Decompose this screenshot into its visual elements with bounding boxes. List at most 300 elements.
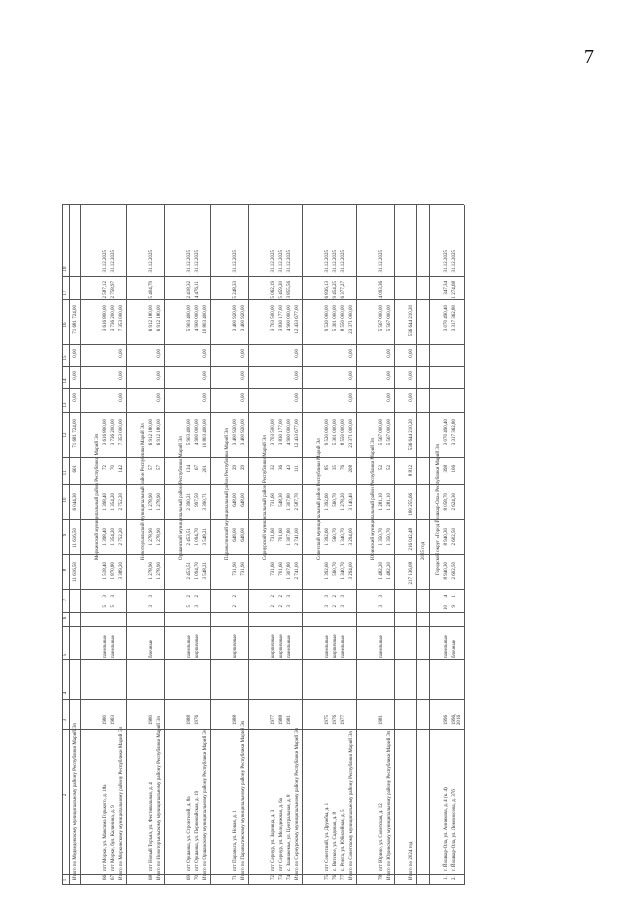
- region-total-label: Итого по Новоторъяльскому муниципальному району Республики Марий Эл: [157, 716, 162, 880]
- table-cell: 2: [187, 595, 192, 598]
- table-cell: 67: [195, 465, 200, 470]
- total-cell: 71 681 724,00: [73, 419, 78, 448]
- table-cell: 3 400 920,00: [233, 419, 238, 446]
- table-cell: 72: [103, 465, 108, 470]
- table-cell: 3 830 177,00: [279, 419, 284, 446]
- table-cell: 1 278,90: [149, 562, 154, 580]
- table-cell: 31.12.2025: [111, 250, 116, 273]
- region-total-label: Итого по Параньгинскому муниципальному району Республики Марий Эл: [241, 720, 246, 880]
- total-cell: 1 278,90: [157, 493, 162, 511]
- total-cell: 7 353 000,00: [119, 305, 124, 332]
- table-cell: пгт Сернур, ул. Зарница, д. 3: [271, 809, 276, 871]
- table-cell: 1 392,60: [325, 562, 330, 580]
- table-cell: 4 900 000,00: [195, 305, 200, 332]
- table-cell: 35: [333, 465, 338, 470]
- total-cell: 216 042,48: [409, 528, 414, 551]
- table-cell: 4 093,36: [379, 281, 384, 299]
- table-cell: 1 094,70: [195, 562, 200, 580]
- table-cell: 52: [379, 465, 384, 470]
- table-cell: 1 350,70: [379, 528, 384, 546]
- table-cell: 5: [111, 605, 116, 608]
- row-divider: [164, 205, 165, 885]
- total-cell: 5 567 000,00: [387, 305, 392, 332]
- table-cell: 3 855,56: [287, 281, 292, 299]
- table-cell: 1 518,40: [103, 562, 108, 580]
- table-cell: 66.: [103, 873, 108, 880]
- table-cell: 5 248,33: [233, 281, 238, 299]
- total-cell: 2 741,00: [295, 562, 300, 580]
- total-cell: 0,00: [295, 371, 300, 380]
- table-cell: пгт Новый Торъял, ул. Фестивальная, д. 4: [149, 782, 154, 871]
- table-cell: 1996: [444, 715, 449, 725]
- table-cell: пгт Морки, бул. Калинина, д. 9: [111, 805, 116, 871]
- table-cell: 3 830 177,00: [279, 305, 284, 332]
- total-cell: 10 803 400,00: [203, 419, 208, 448]
- region-heading: Городской округ «Город Йошкар-Ола» Республики Марий Эл: [436, 443, 441, 575]
- column-separator: [62, 457, 464, 458]
- table-cell: 5 301 000,00: [333, 305, 338, 332]
- row-divider: [80, 205, 81, 885]
- table-cell: 731,60: [271, 562, 276, 576]
- table-cell: 31.12.2025: [379, 250, 384, 273]
- total-cell: 2 587,70: [295, 493, 300, 511]
- region-heading: Параньгинский муниципальный район Республики Марий Эл: [225, 428, 230, 560]
- table-cell: 76.: [333, 873, 338, 880]
- table-cell: 2 453,51: [187, 528, 192, 546]
- total-cell: 6 912 180,00: [157, 419, 162, 446]
- table-cell: 1 094,70: [195, 528, 200, 546]
- table-cell: 2 602,50: [452, 528, 457, 546]
- column-number: 7: [63, 598, 68, 602]
- table-cell: 1988: [233, 715, 238, 725]
- table-cell: панельные: [111, 635, 116, 658]
- total-cell: 0,00: [349, 393, 354, 402]
- total-cell: 11 616,50: [73, 528, 78, 548]
- total-cell: 8 812: [409, 465, 414, 477]
- table-cell: с. Ронга, ул. Юбилейная, д. 5: [341, 809, 346, 871]
- row-divider: [302, 205, 303, 885]
- total-cell: 0,00: [241, 371, 246, 380]
- total-cell: 0,00: [157, 349, 162, 358]
- table-cell: 36: [279, 465, 284, 470]
- table-cell: 31.12.2025: [233, 250, 238, 273]
- table-cell: 6 836,13: [325, 281, 330, 299]
- total-cell: 180 255,66: [409, 493, 414, 516]
- table-cell: 57: [149, 465, 154, 470]
- table-cell: 1 278,90: [149, 528, 154, 546]
- total-cell: 0,00: [349, 349, 354, 358]
- column-number: 18: [63, 266, 68, 272]
- total-cell: 0,00: [119, 393, 124, 402]
- table-cell: 6 912 180,00: [149, 419, 154, 446]
- table-cell: 31.12.2025: [149, 250, 154, 273]
- table-cell: 2.: [452, 876, 457, 880]
- table-cell: 2: [233, 605, 238, 608]
- total-cell: 601: [73, 465, 78, 473]
- table-cell: 6 912 180,00: [149, 305, 154, 332]
- total-cell: 5 567 000,00: [387, 419, 392, 446]
- row-divider: [126, 205, 127, 885]
- table-cell: 2 453,51: [187, 562, 192, 580]
- table-cell: 6 377,27: [341, 281, 346, 299]
- table-cell: 1 340,70: [341, 528, 346, 546]
- table-cell: панельные: [187, 635, 192, 658]
- table-cell: панельные: [341, 635, 346, 658]
- table-cell: 2 602,50: [452, 562, 457, 580]
- table-cell: 3 317 362,80: [452, 305, 457, 332]
- row-divider: [248, 205, 249, 885]
- table-bottom-border: [464, 205, 465, 885]
- table-cell: 8 940,30: [444, 562, 449, 580]
- total-cell: 71 681 724,00: [73, 305, 78, 334]
- table-cell: 31.12.2025: [195, 250, 200, 273]
- header-bottom-border: [69, 205, 70, 885]
- table-cell: 9: [452, 605, 457, 608]
- table-cell: 3: [379, 595, 384, 598]
- table-cell: 1: [452, 595, 457, 598]
- year-heading: 2025 год: [421, 541, 426, 560]
- total-cell: 0,00: [409, 371, 414, 380]
- total-cell: 0,00: [73, 371, 78, 380]
- table-cell: 5 301 000,00: [333, 419, 338, 446]
- table-cell: 1 392,60: [325, 528, 330, 546]
- table-cell: панельные: [325, 635, 330, 658]
- table-cell: 648,00: [233, 528, 238, 542]
- region-heading: Советский муниципальный район Республики Марий Эл: [317, 438, 322, 560]
- table-cell: 3 736 200,00: [111, 305, 116, 332]
- table-cell: с. Зашижемье, ул. Центральная, д. 8: [287, 794, 292, 871]
- total-cell: 23 371 000,00: [349, 305, 354, 334]
- total-cell: 0,00: [119, 349, 124, 358]
- column-separator: [62, 519, 464, 520]
- row-divider: [429, 205, 430, 885]
- table-cell: 31.12.2025: [279, 250, 284, 273]
- table-cell: 731,60: [271, 493, 276, 507]
- table-cell: 2 624,30: [452, 493, 457, 511]
- table-cell: 77.: [341, 873, 346, 880]
- total-cell: 11 616,50: [73, 562, 78, 582]
- table-cell: 1981: [287, 715, 292, 725]
- table-cell: 5 903 400,00: [187, 305, 192, 332]
- total-cell: 3 548,21: [203, 562, 208, 580]
- table-cell: 31.12.2025: [287, 250, 292, 273]
- total-cell: 0,00: [241, 393, 246, 402]
- table-cell: 31.12.2025: [452, 250, 457, 273]
- table-cell: 3 070 490,40: [444, 419, 449, 446]
- total-cell: 0,00: [203, 393, 208, 402]
- table-cell: 2 390,21: [187, 493, 192, 511]
- table-cell: 3: [379, 605, 384, 608]
- table-top-border: [62, 205, 63, 885]
- table-cell: 3 070 490,40: [444, 305, 449, 332]
- table-cell: 1980: [103, 715, 108, 725]
- table-cell: 2: [271, 595, 276, 598]
- table-cell: 31.12.2025: [444, 250, 449, 273]
- total-cell: 6 912 180,00: [157, 305, 162, 332]
- table-cell: 1977: [271, 715, 276, 725]
- region-heading: Оршанский муниципальный район Республики Марий Эл: [179, 436, 184, 560]
- table-cell: 31.12.2025: [325, 250, 330, 273]
- table-cell: панельные: [379, 635, 384, 658]
- column-separator: [62, 484, 464, 485]
- table-cell: панельные: [444, 635, 449, 658]
- total-cell: 1 281,10: [387, 493, 392, 511]
- table-cell: 1976: [333, 715, 338, 725]
- table-cell: кирпичные: [271, 634, 276, 658]
- table-cell: 1 482,20: [379, 562, 384, 580]
- table-cell: 10: [444, 605, 449, 610]
- table-cell: 8 058,70: [444, 493, 449, 511]
- column-separator: [62, 204, 464, 205]
- region-heading: Моркинский муниципальный район Республики Марий Эл: [95, 433, 100, 560]
- table-cell: кирпичные: [195, 634, 200, 658]
- table-cell: 3 703 500,00: [271, 305, 276, 332]
- table-cell: 1977: [341, 715, 346, 725]
- table-cell: 8 550 000,00: [341, 419, 346, 446]
- total-cell: 217 136,08: [409, 562, 414, 585]
- table-cell: 4 476,11: [195, 281, 200, 299]
- column-number: 16: [63, 322, 68, 328]
- table-cell: 560,70: [333, 493, 338, 507]
- total-cell: 2 752,20: [119, 528, 124, 546]
- table-cell: пгт Оршанка, ул. Строителей, д. 8а: [187, 796, 192, 871]
- table-cell: 67.: [111, 873, 116, 880]
- region-heading: Юринский муниципальный район Республики Марий Эл: [371, 438, 376, 560]
- table-cell: 2: [333, 595, 338, 598]
- table-cell: 31.12.2025: [341, 250, 346, 273]
- total-cell: 3 390,71: [203, 493, 208, 511]
- total-cell: 648,00: [241, 493, 246, 507]
- total-cell: 0,00: [241, 349, 246, 358]
- table-cell: 1983: [111, 715, 116, 725]
- table-cell: 31.12.2025: [103, 250, 108, 273]
- total-cell: 1 350,70: [387, 528, 392, 546]
- table-cell: 29: [233, 465, 238, 470]
- table-cell: 3: [341, 595, 346, 598]
- table-cell: 5 567 000,00: [379, 419, 384, 446]
- table-cell: 78.: [379, 873, 384, 880]
- table-cell: 71.: [233, 873, 238, 880]
- total-cell: 731,90: [241, 562, 246, 576]
- table-cell: 3 736 200,00: [111, 419, 116, 446]
- total-cell: 12 433 677,00: [295, 419, 300, 448]
- total-cell: 57: [157, 465, 162, 470]
- total-cell: 3 548,21: [203, 528, 208, 546]
- table-cell: 3 317 362,80: [452, 419, 457, 446]
- column-number: 15: [63, 355, 68, 361]
- region-total-label: Итого по Моркинскому муниципальному району Республики Марий Эл: [119, 726, 124, 880]
- column-number: 8: [63, 568, 68, 572]
- table-cell: 9 520 000,00: [325, 305, 330, 332]
- table-cell: 1.: [444, 876, 449, 880]
- table-cell: 3 616 800,00: [103, 419, 108, 446]
- column-separator: [62, 344, 464, 345]
- column-separator: [62, 729, 464, 730]
- region-total-label: Итого по Советскому муниципальному району Республики Марий Эл: [349, 731, 354, 880]
- table-cell: 3: [195, 605, 200, 608]
- total-cell: 12 433 677,00: [295, 305, 300, 334]
- table-cell: 3: [149, 595, 154, 598]
- table-cell: 1 281,10: [379, 493, 384, 511]
- total-cell: 111: [295, 465, 300, 473]
- table-cell: 5 459,20: [279, 281, 284, 299]
- table-cell: панельные: [287, 635, 292, 658]
- total-cell: 2 752,20: [119, 493, 124, 511]
- total-cell: 0,00: [295, 349, 300, 358]
- table-cell: 31.12.2025: [271, 250, 276, 273]
- total-cell: 2 741,00: [295, 528, 300, 546]
- table-cell: 701,60: [279, 528, 284, 542]
- total-cell: 52: [387, 465, 392, 470]
- column-number: 6: [63, 616, 68, 620]
- column-number: 1: [63, 878, 68, 882]
- table-cell: 3 616 800,00: [103, 305, 108, 332]
- table-cell: 2: [195, 595, 200, 598]
- table-cell: 43: [287, 465, 292, 470]
- column-separator: [62, 699, 464, 700]
- table-cell: 69.: [187, 873, 192, 880]
- table-cell: г. Йошкар-Ола, ул. Ломоносова, д. 37б: [452, 789, 457, 871]
- total-cell: 1 278,90: [157, 562, 162, 580]
- table-cell: 1980: [149, 715, 154, 725]
- row-divider: [210, 205, 211, 885]
- total-cell: 3 294,00: [349, 528, 354, 546]
- table-cell: 73.: [279, 873, 284, 880]
- table-cell: пгт Советский, ул. Дружбы, д. 1: [325, 802, 330, 871]
- region-total-label: Итого по Оршанскому муниципальному району Республики Марий Эл: [203, 728, 208, 880]
- table-cell: 106: [452, 465, 457, 473]
- table-cell: 68.: [149, 873, 154, 880]
- region-total-label: Итого по Сернурскому муниципальному району Республики Марий Эл: [295, 727, 300, 880]
- table-cell: 3: [103, 595, 108, 598]
- table-cell: 74.: [287, 873, 292, 880]
- table-cell: 31.12.2025: [333, 250, 338, 273]
- table-cell: 731,60: [271, 528, 276, 542]
- table-cell: 1996,: [452, 713, 457, 725]
- table-cell: 1 392,60: [325, 493, 330, 511]
- total-cell: 142: [119, 465, 124, 473]
- table-cell: 76: [341, 465, 346, 470]
- table-cell: 1976: [195, 715, 200, 725]
- table-cell: 3: [325, 605, 330, 608]
- total-cell: 3 400 920,00: [241, 419, 246, 446]
- table-cell: 5 903 400,00: [187, 419, 192, 446]
- table-cell: 731,90: [233, 562, 238, 576]
- total-cell: 0,00: [409, 349, 414, 358]
- column-number: 5: [63, 653, 68, 657]
- total-cell: 0,00: [295, 393, 300, 402]
- region-heading: Новоторъяльский муниципальный район Республики Марий Эл: [141, 423, 146, 560]
- table-cell: пгт Оршанка, ул. Первомайская, д. 19: [195, 790, 200, 871]
- table-cell: пгт Параньга, ул. Новая, д. 1: [233, 810, 238, 871]
- table-cell: 3: [287, 605, 292, 608]
- table-cell: 85: [325, 465, 330, 470]
- column-separator: [62, 612, 464, 613]
- table-cell: 72.: [271, 873, 276, 880]
- table-cell: 1981: [379, 715, 384, 725]
- table-cell: 1 307,80: [287, 528, 292, 546]
- table-cell: пгт Сернур, ул. Молодежная, д. 6а: [279, 797, 284, 871]
- column-number: 10: [63, 497, 68, 503]
- total-cell: 0,00: [387, 349, 392, 358]
- column-number: 4: [63, 691, 68, 695]
- table-cell: 5: [103, 605, 108, 608]
- table-cell: 31.12.2025: [187, 250, 192, 273]
- table-cell: 2016: [457, 715, 462, 725]
- table-cell: 2: [333, 605, 338, 608]
- column-separator: [62, 366, 464, 367]
- table-cell: 1 398,40: [103, 528, 108, 546]
- table-cell: 32: [271, 465, 276, 470]
- total-cell: 536 644 210,20: [409, 419, 414, 451]
- total-cell: 0,00: [157, 371, 162, 380]
- total-cell: 648,00: [241, 528, 246, 542]
- table-cell: 1 354,20: [111, 528, 116, 546]
- column-number: 14: [63, 378, 68, 384]
- total-cell: 0,00: [409, 393, 414, 402]
- total-cell: 3 389,20: [119, 562, 124, 580]
- table-cell: 3: [111, 595, 116, 598]
- total-cell: 3 294,00: [349, 562, 354, 580]
- table-cell: 997,50: [195, 493, 200, 507]
- total-cell: 3 400 920,00: [241, 305, 246, 332]
- table-cell: 560,70: [333, 562, 338, 576]
- page-number: 7: [584, 46, 594, 68]
- table-cell: 4 900 000,00: [195, 419, 200, 446]
- total-cell: 1 278,90: [157, 528, 162, 546]
- column-separator: [62, 589, 464, 590]
- table-cell: 5 062,19: [271, 281, 276, 299]
- column-number: 11: [63, 470, 68, 476]
- row-divider: [416, 205, 417, 885]
- table-cell: панельные: [103, 635, 108, 658]
- table-cell: пгт Юрино, ул. Советская, д. 12: [379, 803, 384, 871]
- column-separator: [62, 659, 464, 660]
- table-cell: 2 418,32: [187, 281, 192, 299]
- table-cell: 2: [233, 595, 238, 598]
- column-separator: [62, 554, 464, 555]
- column-number: 2: [63, 793, 68, 797]
- total-cell: 23 371 000,00: [349, 419, 354, 448]
- region-total-label: Итого по Юринскому муниципальному району Республики Марий Эл: [387, 730, 392, 880]
- table-cell: 1988: [279, 715, 284, 725]
- total-cell: 208: [349, 465, 354, 473]
- table-cell: 2 587,12: [103, 281, 108, 299]
- total-cell: 10 803 400,00: [203, 305, 208, 334]
- table-cell: 134: [187, 465, 192, 473]
- column-separator: [62, 276, 464, 277]
- table-cell: 1 870,80: [111, 562, 116, 580]
- column-number: 12: [63, 432, 68, 438]
- table-cell: 4 900 000,00: [287, 419, 292, 446]
- total-cell: 0,00: [119, 371, 124, 380]
- total-cell: 29: [241, 465, 246, 470]
- table-cell: 8 940,30: [444, 528, 449, 546]
- table-cell: 3 703 500,00: [271, 419, 276, 446]
- table-cell: 2: [279, 595, 284, 598]
- total-cell: 0,00: [73, 393, 78, 402]
- table-cell: 548,30: [279, 493, 284, 507]
- table-cell: 1975: [325, 715, 330, 725]
- table-cell: 1 278,90: [149, 493, 154, 511]
- total-cell: 201: [203, 465, 208, 473]
- table-cell: 560,70: [333, 528, 338, 542]
- total-cell: 6 044,30: [73, 493, 78, 511]
- total-cell: 536 644 210,20: [409, 305, 414, 337]
- column-separator: [62, 874, 464, 875]
- column-separator: [62, 626, 464, 627]
- table-cell: 2: [271, 605, 276, 608]
